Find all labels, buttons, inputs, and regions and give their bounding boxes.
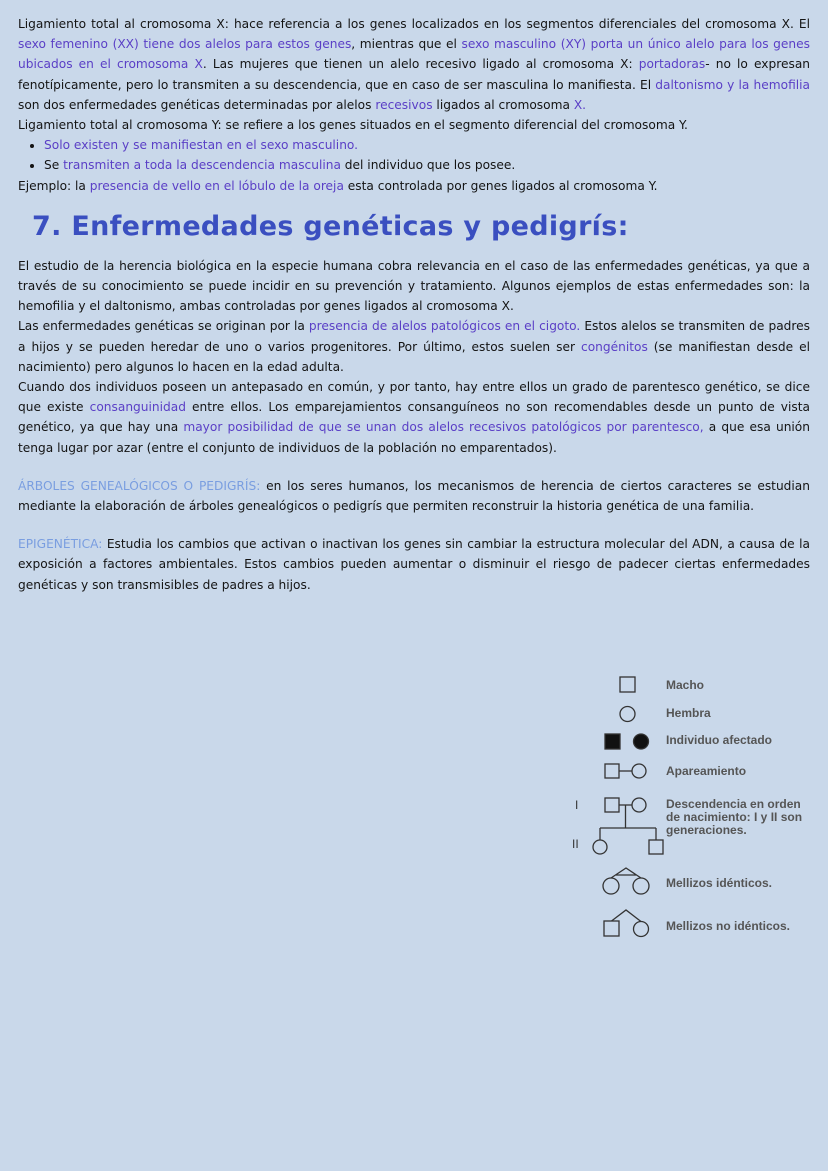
male-square-icon: [620, 677, 635, 692]
legend-label-hembra: Hembra: [666, 706, 711, 720]
affected-male-icon: [605, 734, 620, 749]
text: , mientras que el: [351, 37, 462, 52]
text: esta controlada por genes ligados al cromosoma Y.: [343, 178, 658, 193]
paragraph-ligamiento-x: [18, 14, 810, 115]
legend-label-mellizos-no-identicos: Mellizos no idénticos.: [666, 919, 791, 933]
document-page: [18, 14, 810, 595]
legend-label-macho: Macho: [666, 678, 705, 692]
highlight: daltonismo y la hemofilia: [655, 77, 810, 92]
list-item: [44, 155, 810, 175]
legend-label-apareamiento: Apareamiento: [666, 764, 747, 778]
female-circle-icon: [620, 707, 635, 722]
text: en los seres humanos, los mecanismos de herencia de ciertos caracteres se estudian mediante la elaboración de árboles genealógicos o pedigrís que permiten reconstruir la historia genética de una familia.: [18, 478, 810, 514]
term-label: ÁRBOLES GENEALÓGICOS O PEDIGRÍS:: [18, 478, 261, 493]
text: Ejemplo: la: [18, 178, 90, 193]
affected-female-icon: [634, 734, 649, 749]
paragraph-consanguinidad: [18, 377, 810, 458]
paragraph-ejemplo: [18, 176, 810, 196]
text: Cuando dos individuos poseen un antepasado en común, y por tanto, hay entre ellos un grado de parentesco genético, se dice que existe: [18, 380, 810, 415]
pedigree-legend: [560, 668, 820, 948]
paragraph-origen: [18, 316, 810, 377]
highlight: presencia de vello en el lóbulo de la oreja: [89, 178, 344, 193]
text: entre ellos. Los emparejamientos consanguíneos no son recomendables desde un punto de vista genético, ya que hay una: [18, 400, 811, 435]
text: (se manifiestan desde el nacimiento) pero algunos lo hacen en la edad adulta.: [18, 339, 811, 374]
highlight: mayor posibilidad de que se unan dos alelos recesivos patológicos por parentesco,: [183, 420, 704, 435]
offspring-icon: [593, 798, 663, 854]
highlight: portadoras: [638, 57, 706, 72]
highlight: sexo femenino (XX) tiene dos alelos para estos genes: [18, 37, 352, 52]
legend-label-afectado: Individuo afectado: [666, 733, 773, 747]
text: Las enfermedades genéticas se originan por la: [18, 319, 309, 334]
highlight: recesivos: [375, 97, 433, 112]
text: - no lo expresan fenotípicamente, pero lo transmiten a su descendencia, que en caso de ser masculina lo manifiesta. El: [18, 57, 811, 92]
highlight: presencia de alelos patológicos en el cigoto.: [308, 319, 581, 334]
mating-line-icon: [605, 764, 646, 778]
highlight: congénitos: [581, 339, 648, 354]
highlight: transmiten a toda la descendencia masculina: [63, 158, 341, 173]
term-label: EPIGENÉTICA:: [18, 537, 103, 552]
list-item: [44, 135, 810, 155]
fraternal-twins-icon: [604, 910, 649, 937]
text: Estudia los cambios que activan o inactivan los genes sin cambiar la estructura molecular del ADN, a causa de la exposición a factores ambientales. Estos cambios pueden aumentar o disminuir el riesgo de padecer ciertas enfermedades genéticas y son transmisibles de padres a hijos.: [18, 537, 810, 592]
generation-label-ii: II: [572, 837, 579, 851]
paragraph-ligamiento-y: Ligamiento total al cromosoma Y: se refiere a los genes situados en el segmento diferencial del cromosoma Y.: [18, 118, 688, 133]
text: son dos enfermedades genéticas determinadas por alelos: [18, 97, 376, 112]
paragraph-epigenetica: [18, 534, 810, 595]
text: . Las mujeres que tienen un alelo recesivo ligado al cromosoma X:: [202, 57, 639, 72]
text: Se: [44, 158, 64, 173]
highlight: Solo existen y se manifiestan en el sexo masculino.: [44, 138, 359, 153]
highlight: sexo masculino (XY) porta un único alelo para los genes ubicados en el cromosoma X: [18, 37, 810, 72]
paragraph-arboles: [18, 476, 810, 516]
text: del individuo que los posee.: [340, 158, 516, 173]
legend-label-mellizos-identicos: Mellizos idénticos.: [666, 876, 773, 890]
identical-twins-icon: [603, 868, 649, 894]
generation-label-i: I: [575, 798, 579, 812]
bullet-list: [18, 135, 810, 175]
text: ligados al cromosoma: [432, 97, 574, 112]
text: a que esa unión tenga lugar por azar (entre el conjunto de individuos de la población no emparentados).: [18, 420, 810, 455]
section-heading: 7. Enfermedades genéticas y pedigrís:: [32, 210, 629, 242]
text: Ligamiento total al cromosoma X: hace referencia a los genes localizados en los segmentos diferenciales del cromosoma X. El: [18, 17, 810, 31]
paragraph-estudio: El estudio de la herencia biológica en la especie humana cobra relevancia en el caso de las enfermedades genéticas, ya que a través de su conocimiento se puede incidir en su prevención y tratamiento. Algunos ejemplos de estas enfermedades son: la hemofilia y el daltonismo, ambas controladas por genes ligados al cromosoma X.: [18, 258, 810, 314]
highlight: X.: [573, 97, 587, 112]
highlight: consanguinidad: [89, 400, 186, 415]
text: Estos alelos se transmiten de padres a hijos y se pueden heredar de uno o varios progenitores. Por último, estos suelen ser: [18, 319, 810, 354]
legend-label-descendencia: Descendencia en orden de nacimiento: I y II son generaciones.: [666, 797, 803, 837]
